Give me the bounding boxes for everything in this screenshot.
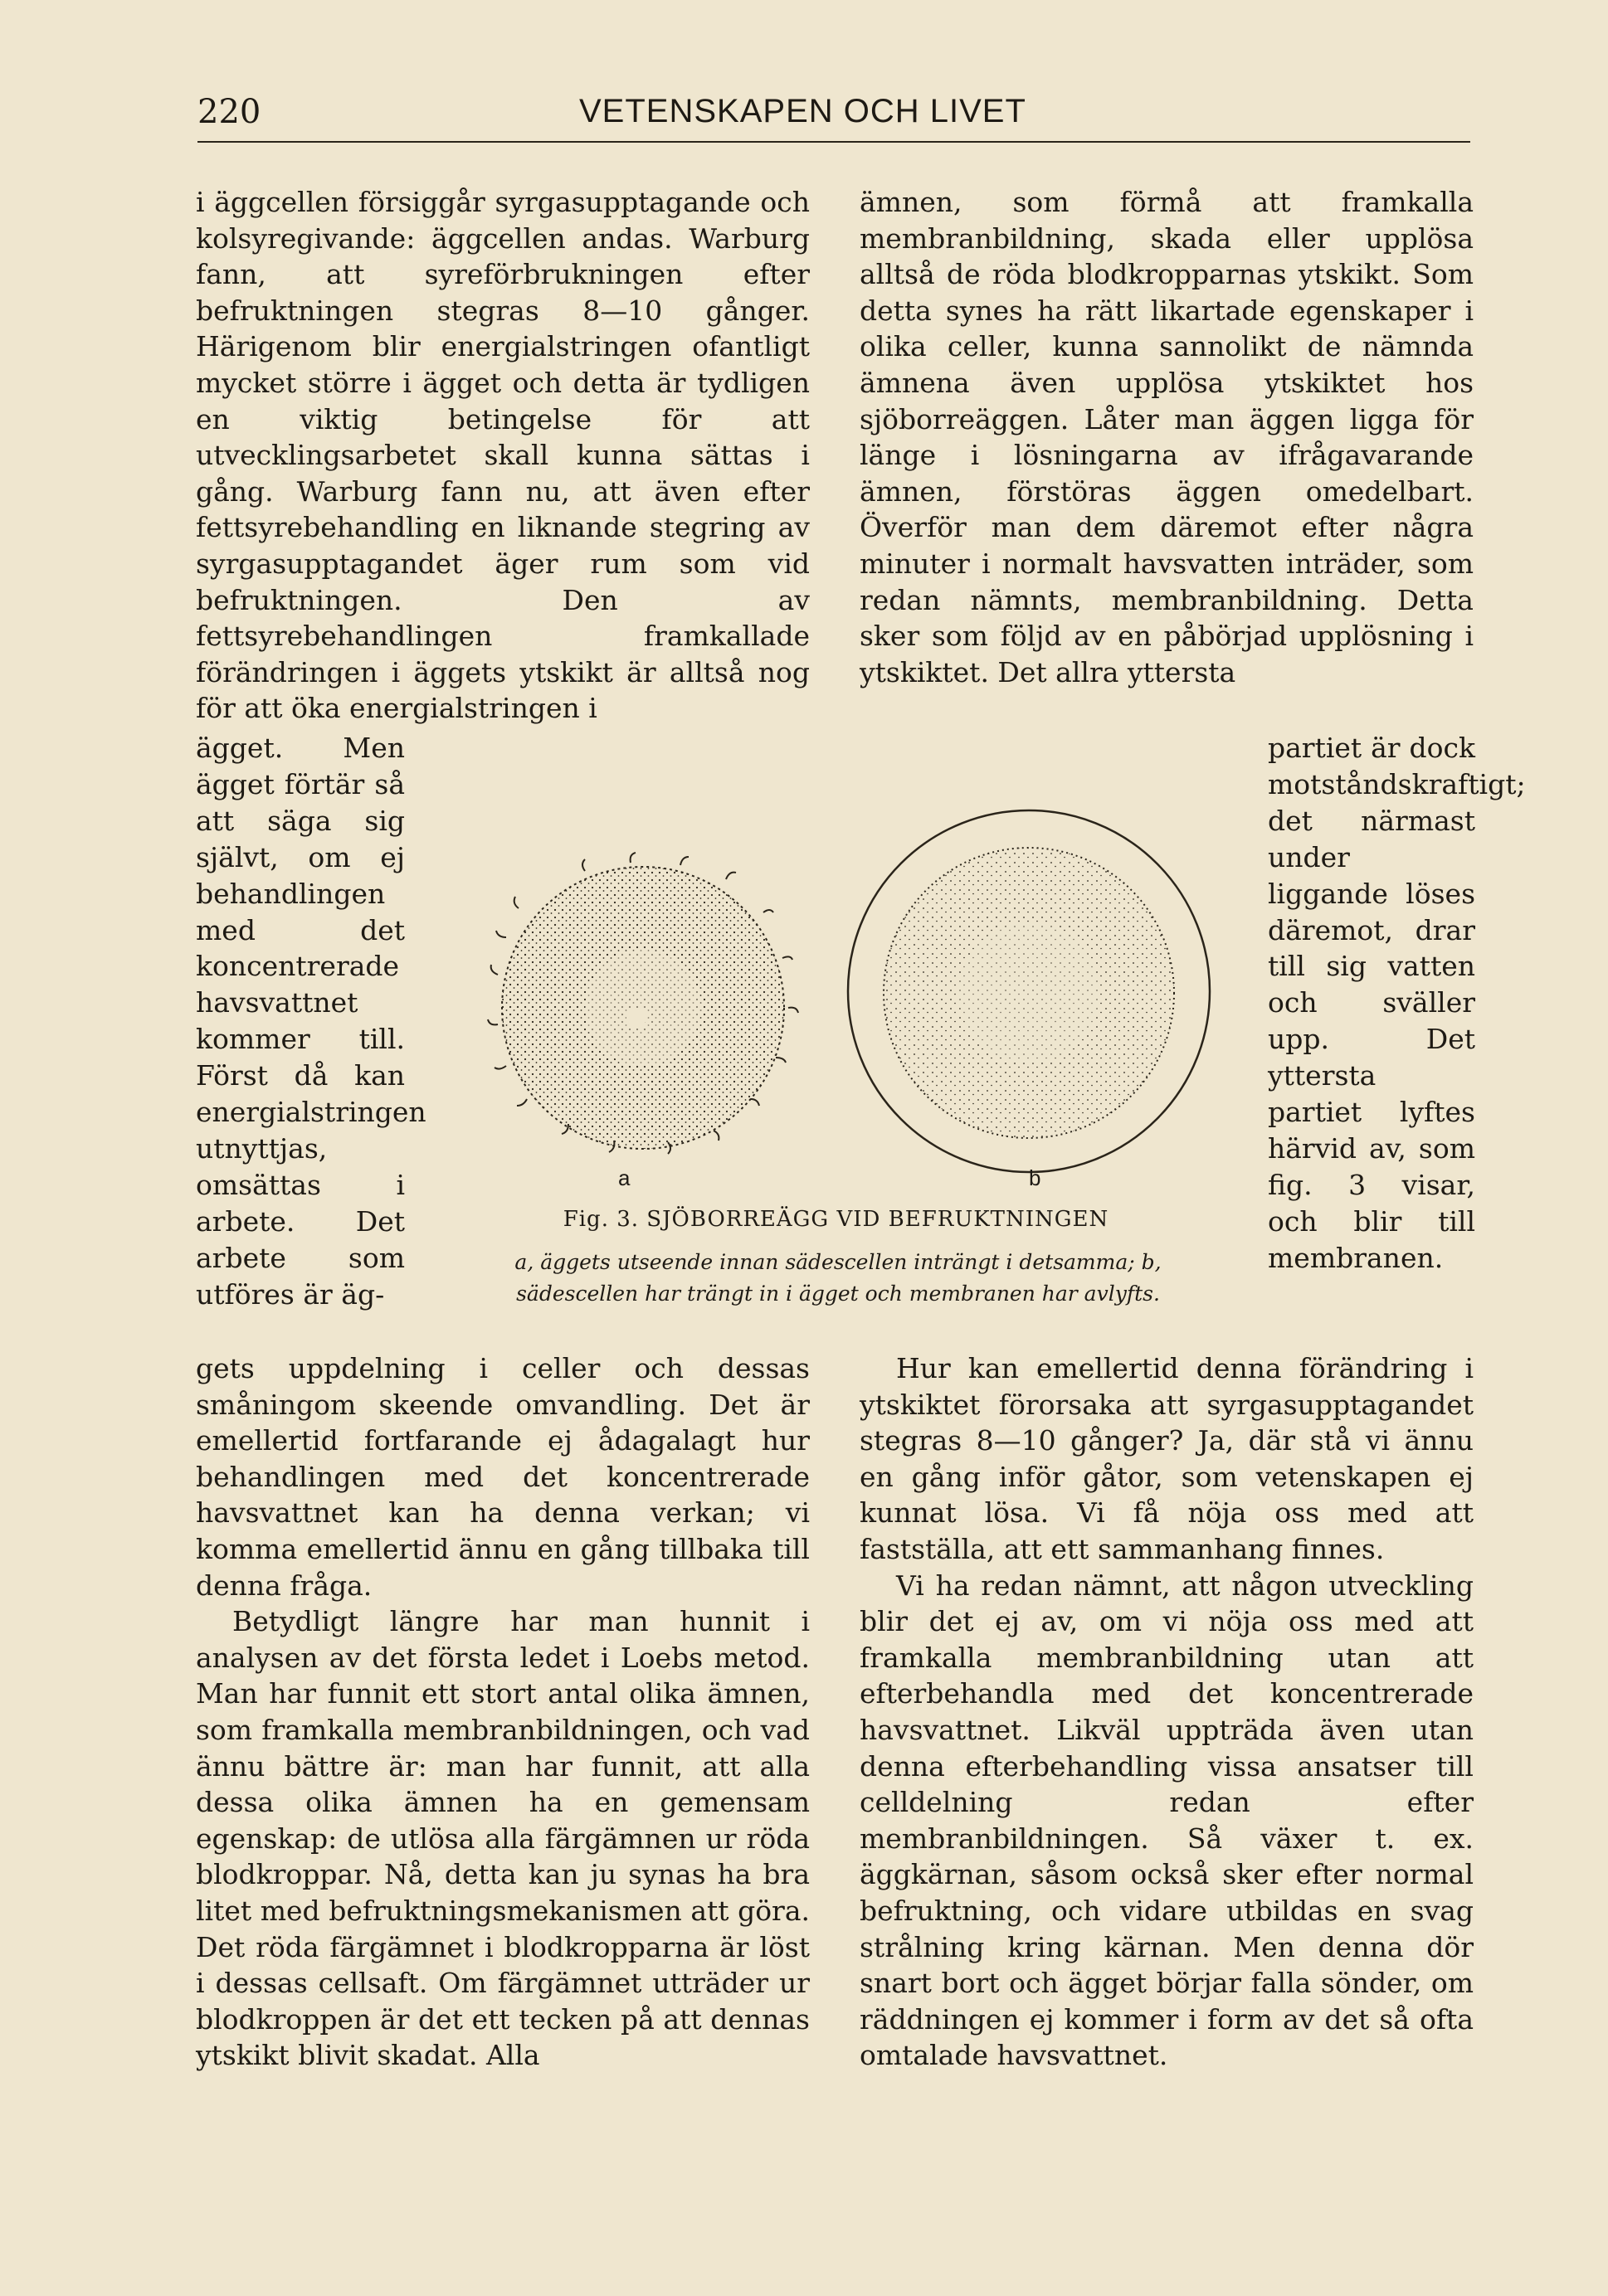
paragraph: i äggcellen försiggår syrgasupptagande och kolsyregivande: äggcellen andas. Warburg fann, att syreförbrukningen efter befruktningen stegras 8—10 gånger. Härigenom blir energialstringen ofantligt mycket större i ägget och detta är tydligen en viktig betingelse för att utvecklingsarbetet skall kunna sättas i gång. Warburg fann nu, att även efter fettsyrebehandling en liknande stegring av syrgasupptagandet äger rum som vid befruktningen. Den av fettsyrebehandlingen framkallade förändringen i äggets ytskikt är alltså nog för att öka energialstringen i xyxy=(196,186,810,725)
left-wrap-text xyxy=(196,730,426,1313)
left-column-bottom xyxy=(196,1350,810,2074)
page-header xyxy=(197,93,1470,143)
running-title: VETENSKAPEN OCH LIVET xyxy=(579,93,1026,129)
egg-b xyxy=(848,810,1210,1172)
right-column-bottom xyxy=(860,1350,1474,2074)
sea-urchin-egg-illustration xyxy=(419,759,1253,1199)
paragraph: Betydligt längre har man hunnit i analysen av det första ledet i Loebs metod. Man har funnit ett stort antal olika ämnen, som framkalla membranbildningen, och vad ännu bättre är: man har funnit, att alla dessa olika ämnen ha en gemensam egenskap: de utlösa alla färgämnen ur röda blodkroppar. Nå, detta kan ju synas ha bra litet med befruktningsmekanismen att göra. Det röda färgämnet i blodkropparna är löst i dessas cellsaft. Om färgämnet utträder ur blodkroppen är det ett tecken på att dennas ytskikt blivit skadat. Alla xyxy=(196,1605,810,2072)
paragraph: ägget. Men ägget förtär så att säga sig självt, om ej behandlingen med det koncentrerade havsvattnet kommer till. Först då kan energialstringen utnyttjas, omsättas i arbete. Det arbete som utföres är äg- xyxy=(196,732,426,1311)
paragraph: ämnen, som förmå att framkalla membranbildning, skada eller upplösa alltså de röda blodkropparnas ytskikt. Som detta synes ha rätt likartade egenskaper i olika celler, kunna sannolikt de nämnda ämnena även upplösa ytskiktet hos sjöborreäggen. Låter man äggen ligga för länge i lösningarna av ifrågavarande ämnen, förstöras äggen omedelbart. Överför man dem däremot efter några minuter i normalt havsvatten inträder, som redan nämnts, membranbildning. Detta sker som följd av en påbörjad upplösning i ytskiktet. Det allra yttersta xyxy=(860,186,1474,688)
figure-label-b: b xyxy=(1029,1165,1041,1190)
paragraph: Vi ha redan nämnt, att någon utveckling blir det ej av, om vi nöja oss med att framkalla membranbildning utan att efterbehandla med det koncentrerade havsvattnet. Likväl uppträda även utan denna efterbehandling vissa ansatser till celldelning redan efter membranbildningen. Så växer t. ex. äggkärnan, såsom också sker efter normal befruktning, och vidare utbildas en svag strålning kring kärnan. Men denna dör snart bort och ägget börjar falla sönder, om räddningen ej kommer i form av det så ofta omtalade havsvattnet. xyxy=(860,1569,1474,2072)
right-wrap-text xyxy=(1268,730,1526,1277)
figure-caption: Fig. 3. SJÖBORREÄGG VID BEFRUKTNINGEN xyxy=(563,1207,1109,1232)
page-number: 220 xyxy=(197,93,261,131)
left-column-top xyxy=(196,184,810,727)
figure-label-a: a xyxy=(618,1165,631,1190)
paragraph: partiet är dock motståndskraftigt; det närmast under liggande löses däremot, drar till sig vatten och sväller upp. Det yttersta partiet lyftes härvid av, som fig. 3 visar, och blir till membranen. xyxy=(1268,732,1526,1274)
paragraph: Hur kan emellertid denna förändring i ytskiktet förorsaka att syrgasupptagandet stegras 8—10 gånger? Ja, där stå vi ännu en gång inför gåtor, som vetenskapen ej kunnat lösa. Vi få nöja oss med att fastställa, att ett sammanhang finnes. xyxy=(860,1352,1474,1565)
figure-subcaption: a, äggets utseende innan sädescellen inträngt i detsamma; b, sädescellen har trängt in i ägget och membranen har avlyfts. xyxy=(514,1250,1162,1306)
paragraph: gets uppdelning i celler och dessas småningom skeende omvandling. Det är emellertid fortfarande ej ådagalagt hur behandlingen med det koncentrerade havsvattnet kan ha denna verkan; vi komma emellertid ännu en gång tillbaka till denna fråga. xyxy=(196,1352,810,1602)
figure-3 xyxy=(419,759,1253,1323)
right-column-top xyxy=(860,184,1474,690)
header-rule xyxy=(197,141,1470,143)
egg-a xyxy=(488,853,798,1154)
